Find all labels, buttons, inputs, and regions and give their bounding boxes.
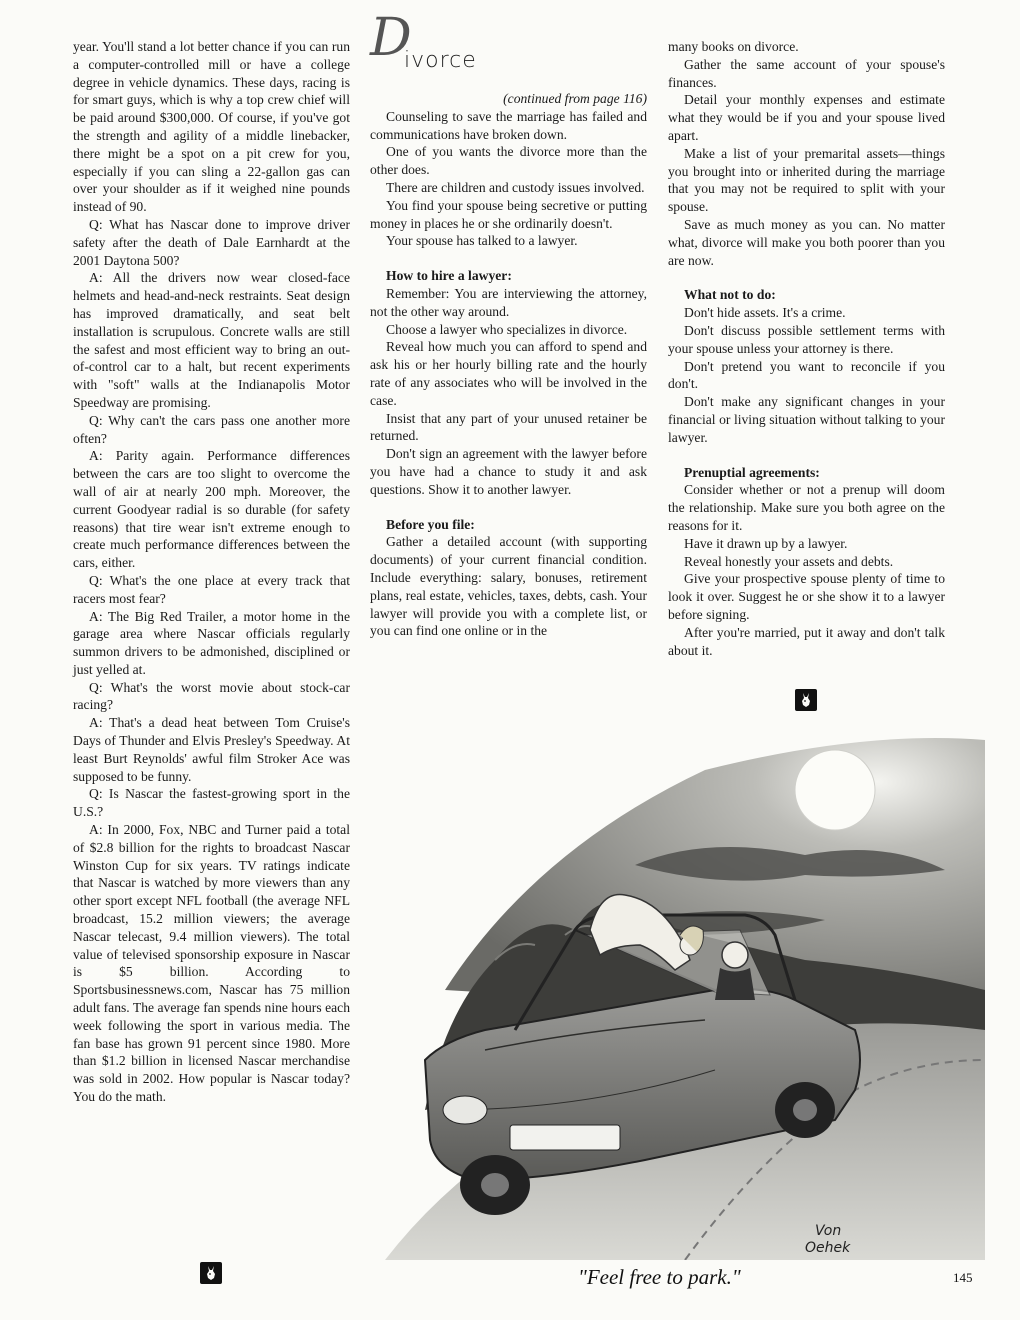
column-middle <box>370 8 647 640</box>
paragraph: One of you wants the divorce more than the other does. <box>370 144 647 178</box>
rabbit-logo-icon <box>200 1262 222 1284</box>
paragraph: Give your prospective spouse plenty of time to look it over. Suggest he or she show it to a lawyer before signing. <box>668 571 945 622</box>
headlight <box>443 1096 487 1124</box>
paragraph: Counseling to save the marriage has failed and communications have broken down. <box>370 108 647 142</box>
paragraph: Choose a lawyer who specializes in divorce. <box>386 321 628 337</box>
cartoon-caption: "Feel free to park." <box>578 1265 741 1289</box>
paragraph: A: The Big Red Trailer, a motor home in the garage area where Nascar officials regularly summon drivers to be admonished, disciplined or just yelled at. <box>73 608 350 677</box>
moon <box>795 750 875 830</box>
paragraph: Q: Why can't the cars pass one another more often? <box>73 412 350 446</box>
paragraph: Make a list of your premarital assets—things you brought into or inherited during the marriage that you may not be required to split with your spouse. <box>668 145 945 215</box>
column-right <box>668 38 945 659</box>
paragraph: Detail your monthly expenses and estimate what they would be if you and your spouse lived apart. <box>668 92 945 143</box>
signature: Oehek <box>805 1240 851 1256</box>
rabbit-logo-icon <box>795 689 817 711</box>
paragraph: You find your spouse being secretive or putting money in places he or she ordinarily doesn't. <box>370 197 647 231</box>
title-text: ivorce <box>404 48 477 73</box>
column-left <box>73 38 350 1106</box>
paragraph: Don't sign an agreement with the lawyer before you have had a chance to study it and ask questions. Show it to another lawyer. <box>370 446 647 497</box>
paragraph: Gather a detailed account (with supporting documents) of your current financial condition. Include everything: salary, bonuses, retirement plans, real estate, vehicles, taxes, debts, cash. Your lawyer will provide you with a complete list, or you can find one online or in the <box>370 534 647 639</box>
paragraph: There are children and custody issues involved. <box>386 179 645 195</box>
paragraph: Don't pretend you want to reconcile if you don't. <box>668 358 945 392</box>
page-number: 145 <box>953 1270 973 1285</box>
subheading: Prenuptial agreements: <box>684 464 820 480</box>
paragraph: Reveal how much you can afford to spend and ask his or her hourly billing rate and the hourly rate of any associates who will be involved in the case. <box>370 339 647 408</box>
paragraph: Reveal honestly your assets and debts. <box>684 553 894 569</box>
subheading: What not to do: <box>684 287 776 303</box>
signature: Von <box>815 1223 842 1239</box>
paragraph: Q: Is Nascar the fastest-growing sport in the U.S.? <box>73 786 350 820</box>
paragraph: After you're married, put it away and don't talk about it. <box>668 624 945 658</box>
driver <box>722 942 748 968</box>
paragraph: Gather the same account of your spouse's finances. <box>668 56 945 90</box>
license-plate <box>510 1125 620 1150</box>
paragraph: Your spouse has talked to a lawyer. <box>386 233 578 249</box>
paragraph: Save as much money as you can. No matter what, divorce will make you both poorer than you are now. <box>668 216 945 268</box>
subheading: How to hire a lawyer: <box>386 268 512 284</box>
paragraph: Have it drawn up by a lawyer. <box>684 535 848 551</box>
continued-note: (continued from page 116) <box>503 91 647 106</box>
title-initial: D <box>370 8 412 68</box>
paragraph: Consider whether or not a prenup will doom the relationship. Make sure you both agree on the reasons for it. <box>668 482 945 533</box>
cartoon-illustration <box>385 730 985 1260</box>
paragraph: Q: What's the worst movie about stock-car racing? <box>73 679 350 713</box>
paragraph: A: In 2000, Fox, NBC and Turner paid a total of $2.8 billion for the rights to broadcast Nascar Winston Cup for six years. TV ratings indicate that Nascar is watched by more viewers than any other sport except NFL football (the average NFL broadcast, 15.2 million viewers; the average Nascar telecast, 9.4 million viewers). The total value of televised sponsorship exposure in Nascar is $5 billion. According to Sportsbusinessnews.com, Nascar has 75 million adult fans. The average fan spends nine hours each week following the sport in various media. The fan base has grown 91 percent since 1980. More than $1.2 billion in licensed Nascar merchandise was sold in 2002. How popular is Nascar today? You do the math. <box>73 822 350 1105</box>
paragraph: A: That's a dead heat between Tom Cruise's Days of Thunder and Elvis Presley's Speedway. At least Burt Reynolds' awful film Stroker Ace was supposed to be funny. <box>73 715 350 784</box>
paragraph: Insist that any part of your unused retainer be returned. <box>370 410 647 444</box>
paragraph: year. You'll stand a lot better chance if you can run a computer-controlled mill or have a college degree in vehicle dynamics. These days, racing is for smart guys, which is why a top crew chief will be paid around $300,000. Of course, if you've got the strength and agility of a middle linebacker, there might be a spot on a pit crew for you, especially if you can sling a 22-gallon gas can over your shoulder as if it weighed nine pounds instead of 90. <box>73 39 350 215</box>
paragraph: Remember: You are interviewing the attorney, not the other way around. <box>370 285 647 319</box>
subheading: Before you file: <box>386 516 475 532</box>
paragraph: many books on divorce. <box>668 39 799 54</box>
section-title <box>370 8 647 90</box>
paragraph: Q: What's the one place at every track that racers most fear? <box>73 572 350 606</box>
paragraph: Don't hide assets. It's a crime. <box>684 305 846 321</box>
paragraph: Q: What has Nascar done to improve driver safety after the death of Dale Earnhardt at the 2001 Daytona 500? <box>73 216 350 268</box>
paragraph: Don't make any significant changes in your financial or living situation without talking to your lawyer. <box>668 394 945 445</box>
paragraph: A: Parity again. Performance differences between the cars are too slight to overcome the wall of air at nearly 200 mph. Moreover, the current Goodyear radial is so durable (for safety reasons) that tire wear isn't extreme enough to create much performance differences between the cars, either. <box>73 448 350 571</box>
paragraph: A: All the drivers now wear closed-face helmets and head-and-neck restraints. Seat design has improved dramatically, and seat belt installation is scrupulous. Concrete walls are still the safest and most efficient way to bring an out-of-control car to a halt, but recent experiments with "soft" walls at the Indianapolis Motor Speedway are promising. <box>73 270 350 410</box>
paragraph: Don't discuss possible settlement terms with your spouse unless your attorney is there. <box>668 322 945 356</box>
